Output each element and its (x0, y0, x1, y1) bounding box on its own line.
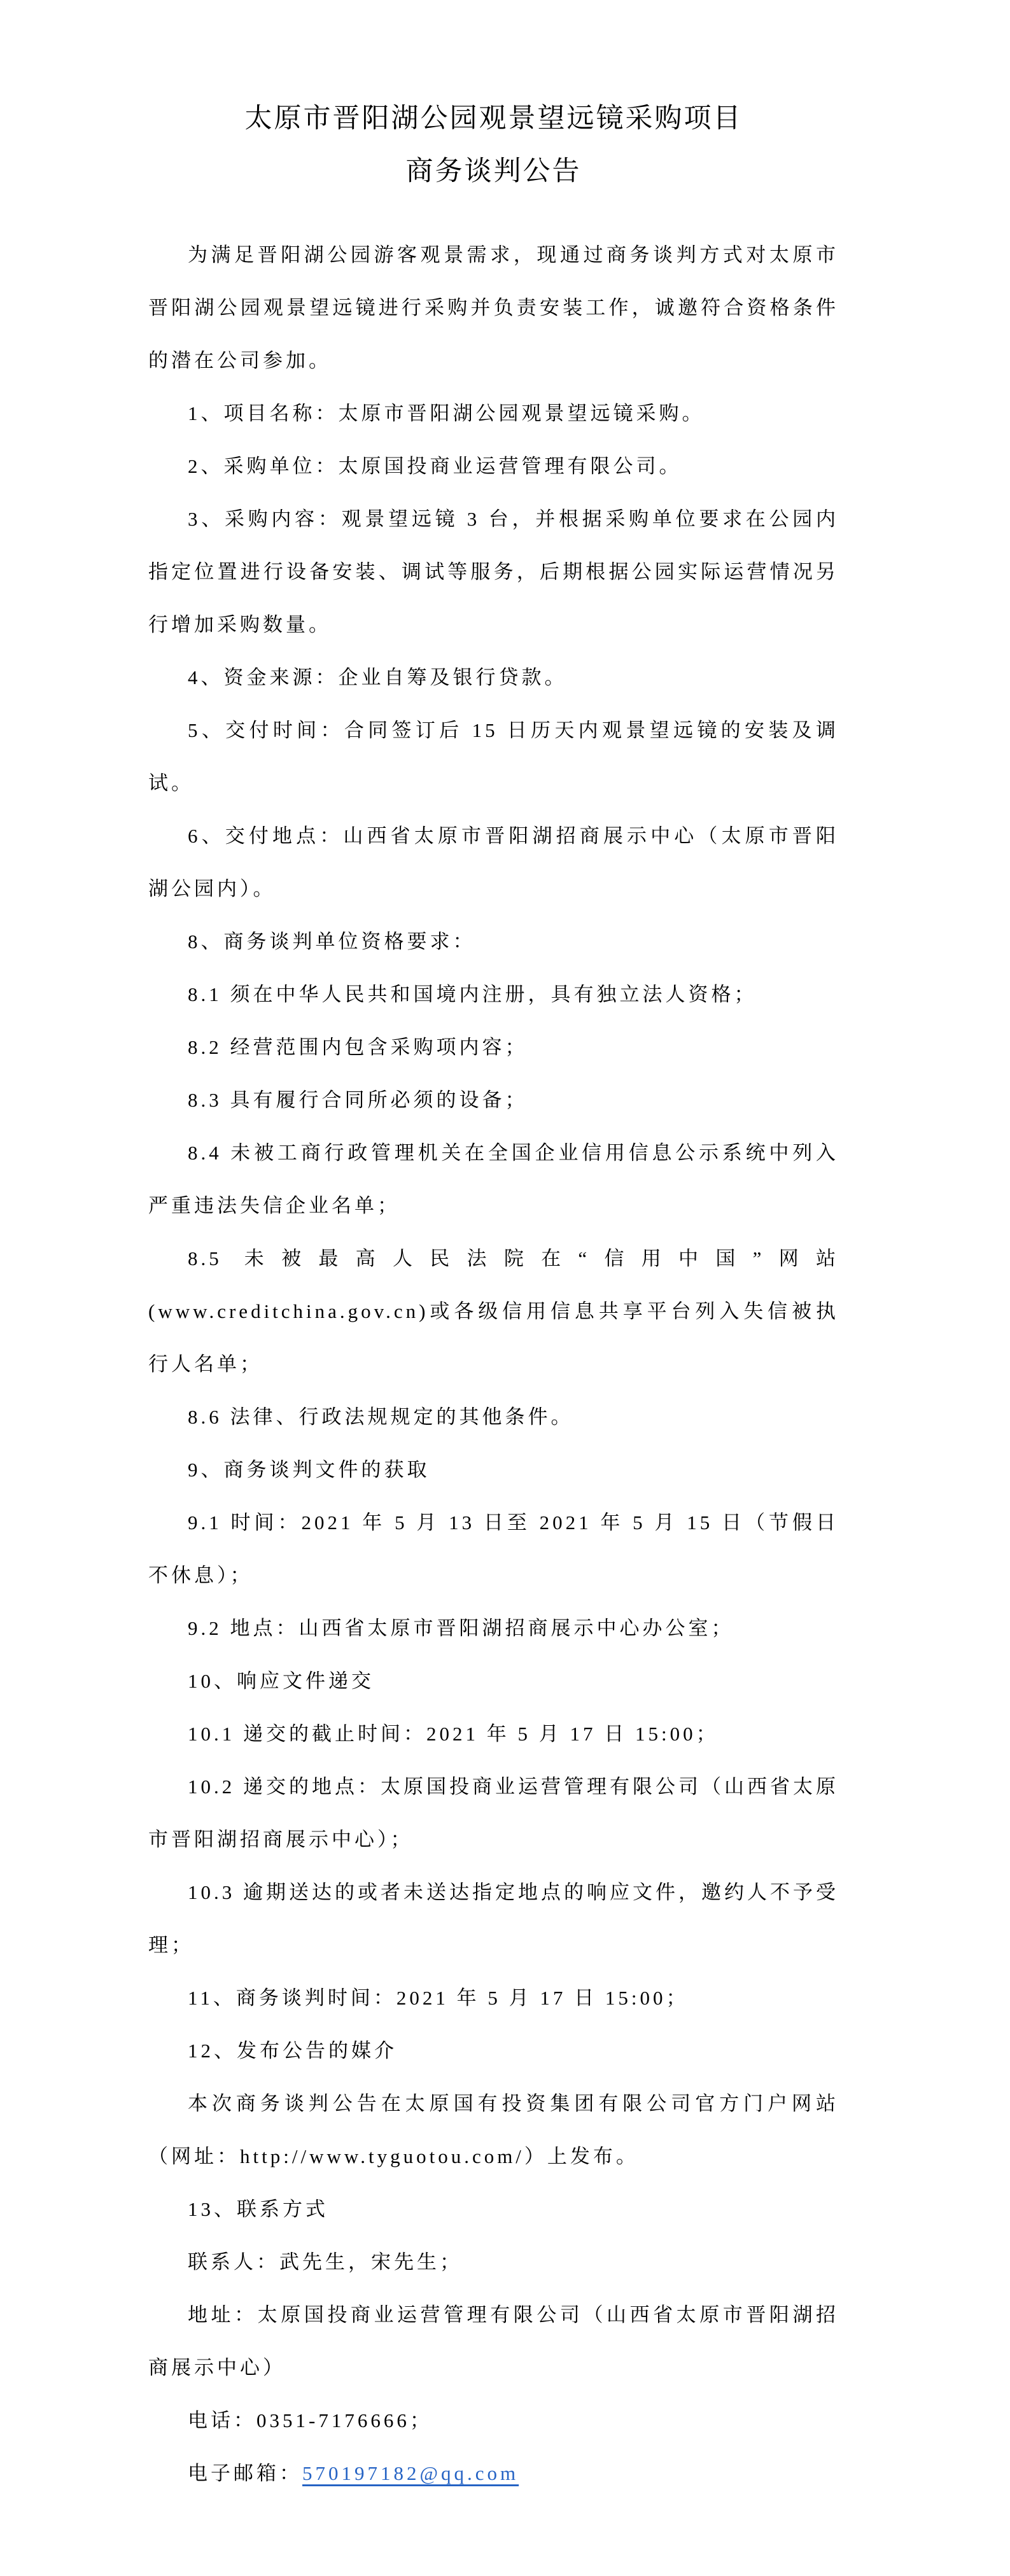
paragraph: 9.1 时间：2021 年 5 月 13 日至 2021 年 5 月 15 日（节假日不休息）； (148, 1511, 839, 1586)
paragraph: 为满足晋阳湖公园游客观景需求，现通过商务谈判方式对太原市晋阳湖公园观景望远镜进行采购并负责安装工作，诚邀符合资格条件的潜在公司参加。 (148, 244, 839, 372)
paragraph: 地址：太原国投商业运营管理有限公司（山西省太原市晋阳湖招商展示中心） (148, 2304, 839, 2379)
email-paragraph (148, 2447, 839, 2500)
paragraph: 9、商务谈判文件的获取 (188, 1459, 430, 1481)
document-title-line2: 商务谈判公告 (405, 157, 582, 186)
paragraph: 本次商务谈判公告在太原国有投资集团有限公司官方门户网站（网址：http://www.tyguotou.com/）上发布。 (148, 2092, 839, 2167)
paragraph: 9.2 地点：山西省太原市晋阳湖招商展示中心办公室； (188, 1617, 734, 1639)
paragraph: 电话：0351-7176666； (188, 2409, 433, 2432)
paragraph: 8.3 具有履行合同所必须的设备； (188, 1089, 528, 1111)
paragraph: 8.1 须在中华人民共和国境内注册，具有独立法人资格； (188, 983, 757, 1005)
paragraph: 8.2 经营范围内包含采购项内容； (188, 1036, 528, 1058)
paragraph: 4、资金来源：企业自筹及银行贷款。 (188, 666, 568, 689)
email-link[interactable]: 570197182@qq.com (302, 2462, 519, 2484)
email-label: 电子邮箱： (188, 2462, 302, 2484)
paragraph: 6、交付地点：山西省太原市晋阳湖招商展示中心（太原市晋阳湖公园内）。 (148, 825, 839, 900)
paragraph: 2、采购单位：太原国投商业运营管理有限公司。 (188, 455, 682, 477)
paragraph: 12、发布公告的媒介 (188, 2040, 397, 2062)
paragraph: 10.3 逾期送达的或者未送达指定地点的响应文件，邀约人不予受理； (148, 1881, 839, 1956)
paragraph: 13、联系方式 (188, 2198, 328, 2220)
paragraph: 3、采购内容：观景望远镜 3 台，并根据采购单位要求在公园内指定位置进行设备安装、调试等服务，后期根据公园实际运营情况另行增加采购数量。 (148, 508, 839, 636)
paragraph: 联系人：武先生，宋先生； (188, 2251, 463, 2273)
paragraph: 10、响应文件递交 (188, 1670, 374, 1692)
paragraph: 5、交付时间：合同签订后 15 日历天内观景望远镜的安装及调试。 (148, 719, 839, 794)
document-body (148, 228, 839, 2447)
document-title-line1: 太原市晋阳湖公园观景望远镜采购项目 (244, 104, 743, 134)
paragraph: 8.6 法律、行政法规规定的其他条件。 (188, 1406, 574, 1428)
paragraph: 8.5 未被最高人民法院在“信用中国”网站(www.creditchina.gov.cn)或各级信用信息共享平台列入失信被执行人名单； (148, 1247, 839, 1375)
paragraph: 8.4 未被工商行政管理机关在全国企业信用信息公示系统中列入严重违法失信企业名单； (148, 1142, 839, 1217)
paragraph: 1、项目名称：太原市晋阳湖公园观景望远镜采购。 (188, 402, 705, 424)
paragraph: 8、商务谈判单位资格要求： (188, 930, 476, 953)
paragraph: 10.2 递交的地点：太原国投商业运营管理有限公司（山西省太原市晋阳湖招商展示中心）； (148, 1775, 839, 1851)
paragraph: 10.1 递交的截止时间：2021 年 5 月 17 日 15:00； (188, 1723, 719, 1745)
paragraph: 11、商务谈判时间：2021 年 5 月 17 日 15:00； (188, 1987, 689, 2009)
